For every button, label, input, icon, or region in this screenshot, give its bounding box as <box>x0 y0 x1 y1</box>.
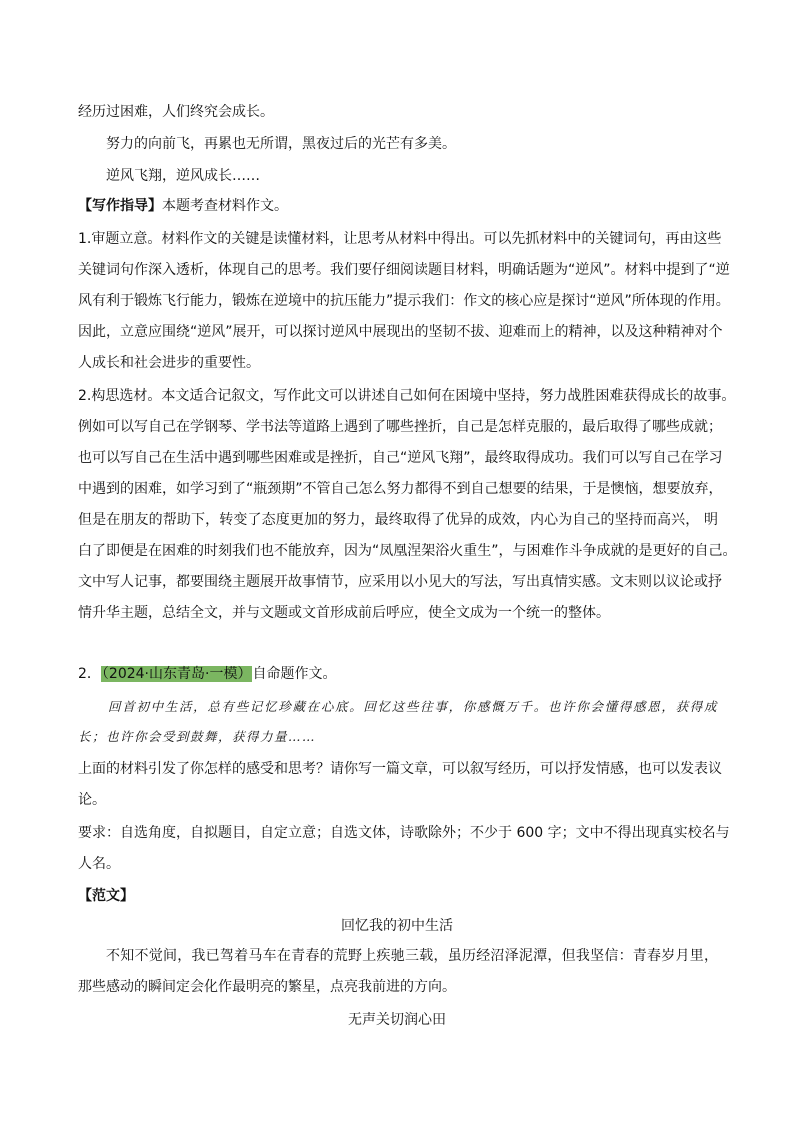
question-2-header <box>78 664 336 684</box>
material-text-line: 长；也许你会受到鼓舞，获得力量…… <box>78 729 317 744</box>
writing-guide-heading <box>78 196 288 216</box>
guide-paragraph-2-line: 2.构思选材。本文适合记叙文，写作此文可以讲述自己如何在困境中坚持，努力战胜困难获得成长的故事。 <box>78 388 736 404</box>
prompt-line: 上面的材料引发了你怎样的感受和思考？请你写一篇文章，可以叙写经历，可以抒发情感，也可以发表议 <box>78 761 722 777</box>
question-number: 2． <box>78 666 101 682</box>
guide-paragraph-2-line: 例如可以写自己在学钢琴、学书法等道路上遇到了哪些挫折，自己是怎样克服的，最后取得了哪些成就； <box>78 419 722 435</box>
text-line: 逆风飞翔，逆风成长…… <box>106 168 260 184</box>
essay-line: 那些感动的瞬间定会化作最明亮的繁星，点亮我前进的方向。 <box>78 979 456 995</box>
guide-paragraph-2-line: 但是在朋友的帮助下，转变了态度更加的努力，最终取得了优异的成效，内心为自己的坚持而高兴， 明 <box>78 512 718 528</box>
essay-title: 回忆我的初中生活 <box>341 918 453 934</box>
text-line: 经历过困难，人们终究会成长。 <box>78 104 274 120</box>
guide-text: 本题考查材料作文。 <box>162 198 288 214</box>
requirement-line: 人名。 <box>78 856 120 872</box>
prompt-line: 论。 <box>78 792 106 808</box>
guide-paragraph-1-line: 1.审题立意。材料作文的关键是读懂材料，让思考从材料中得出。可以先抓材料中的关键词句，再由这些 <box>78 231 722 247</box>
guide-label: 【写作指导】 <box>78 198 162 214</box>
guide-paragraph-2-line: 文中写人记事，都要围绕主题展开故事情节，应采用以小见大的写法，写出真情实感。文末则以议论或抒 <box>78 574 722 590</box>
guide-paragraph-1-line: 人成长和社会进步的重要性。 <box>78 355 260 371</box>
essay-subtitle: 无声关切润心田 <box>348 1012 446 1028</box>
text-line: 努力的向前飞，再累也无所谓，黑夜过后的光芒有多美。 <box>106 136 456 152</box>
guide-paragraph-2-line: 白了即便是在困难的时刻我们也不能放弃，因为“凤凰涅架浴火重生”，与困难作斗争成就的是更好的自己。 <box>78 543 737 559</box>
question-source-tag: （2024·山东青岛·一模） <box>101 666 252 682</box>
guide-paragraph-2-line: 中遇到的困难，如学习到了“瓶颈期”不管自己怎么努力都得不到自己想要的结果，于是懊恼，想要放弃， <box>78 481 723 497</box>
requirement-line: 要求：自选角度，自拟题目，自定立意；自选文体，诗歌除外；不少于 600 字；文中不得出现真实校名与 <box>78 825 730 841</box>
sample-essay-label: 【范文】 <box>78 888 134 904</box>
guide-paragraph-2-line: 情升华主题，总结全文，并与文题或文首形成前后呼应，使全文成为一个统一的整体。 <box>78 605 610 621</box>
question-prompt: 自命题作文。 <box>252 666 337 682</box>
material-text-line: 回首初中生活，总有些记忆珍藏在心底。回忆这些往事，你感慨万千。也许你会懂得感恩，获得成 <box>108 699 718 714</box>
guide-paragraph-2-line: 也可以写自己在生活中遇到哪些困难或是挫折，自己“逆风飞翔”，最终取得成功。我们可以写自己在学习 <box>78 450 723 466</box>
essay-line: 不知不觉间，我已驾着马车在青春的荒野上疾驰三载，虽历经沼泽泥潭，但我坚信：青春岁月里， <box>106 948 718 964</box>
guide-paragraph-1-line: 风有利于锻炼飞行能力，锻炼在逆境中的抗压能力”提示我们：作文的核心应是探讨“逆风”所体现的作用。 <box>78 293 730 309</box>
guide-paragraph-1-line: 关键词句作深入透析，体现自己的思考。我们要仔细阅读题目材料，明确话题为“逆风”。材料中提到了“逆 <box>78 262 730 278</box>
guide-paragraph-1-line: 因此，立意应围绕“逆风”展开，可以探讨逆风中展现出的坚韧不拔、迎难而上的精神，以及这种精神对个 <box>78 324 723 340</box>
